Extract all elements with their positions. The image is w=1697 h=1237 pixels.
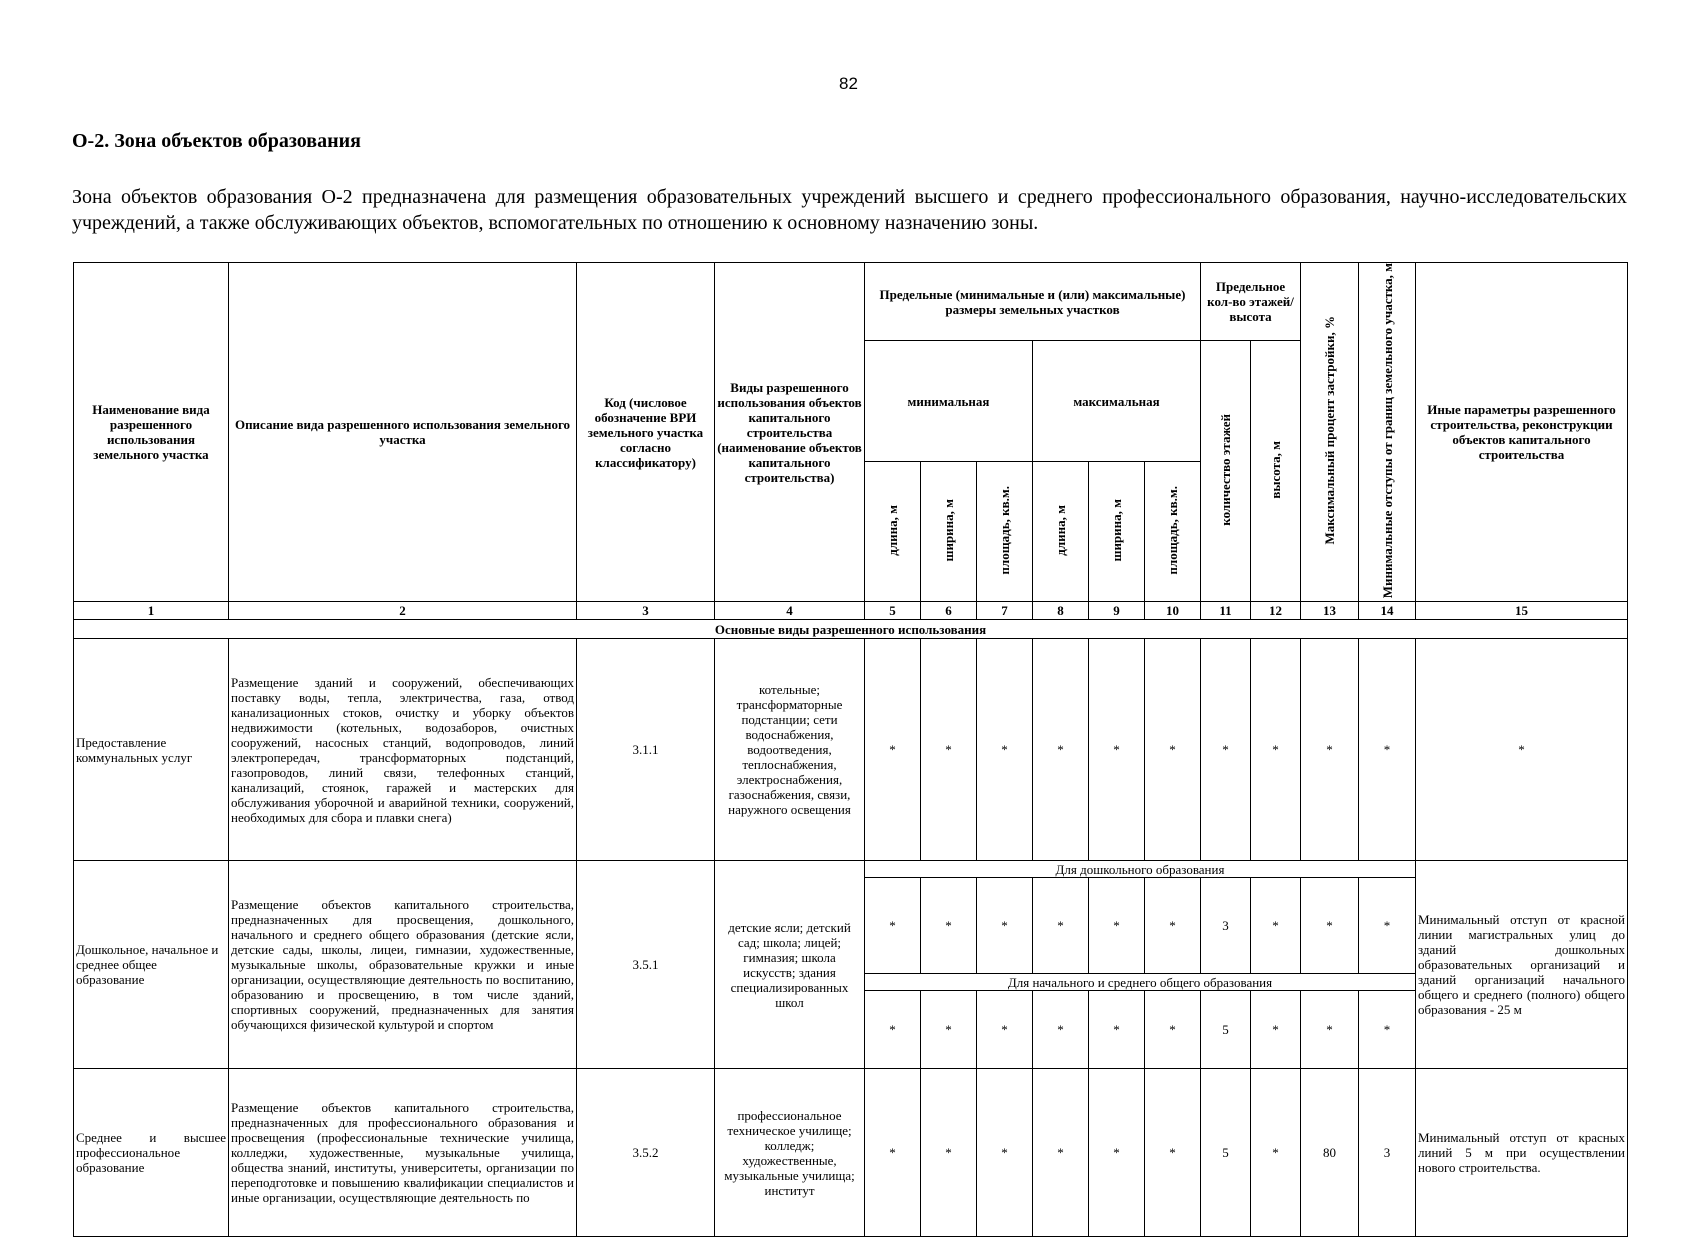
value-cell: *: [1251, 1069, 1301, 1237]
header-code: Код (числовое обозначение ВРИ земельного участка согласно классификатору): [577, 263, 715, 602]
value-cell: 3: [1201, 878, 1251, 974]
section-heading: Основные виды разрешенного использования: [74, 620, 1628, 639]
table-row: [74, 1069, 1628, 1237]
value-cell: *: [921, 878, 977, 974]
col-number: 15: [1416, 602, 1628, 620]
value-cell: *: [1145, 639, 1201, 861]
row-code: 3.5.1: [577, 861, 715, 1069]
value-cell: *: [921, 991, 977, 1069]
value-cell: *: [921, 1069, 977, 1237]
page-title: О-2. Зона объектов образования: [72, 130, 361, 152]
value-cell: *: [1301, 639, 1359, 861]
value-cell: *: [977, 1069, 1033, 1237]
row-description: Размещение зданий и сооружений, обеспечивающих поставку воды, тепла, электричества, газа, отвод канализационных стоков, очистку и уборку объектов недвижимости (котельных, водозаборов, очистных сооружений, насосных станций, водопроводов, линий электропередач, трансформаторных подстанций, газопроводов, линий связи, телефонных станций, канализаций, стоянок, гаражей и мастерских для обслуживания уборочной и аварийной техники, сооружений, необходимых для сбора и плавки снега): [229, 639, 577, 861]
row-name: Предоставление коммунальных услуг: [74, 639, 229, 861]
value-cell: *: [865, 1069, 921, 1237]
value-cell: *: [1301, 991, 1359, 1069]
table-row: [74, 639, 1628, 861]
value-cell: *: [1201, 639, 1251, 861]
header-limits: Предельные (минимальные и (или) максимальные) размеры земельных участков: [865, 263, 1201, 341]
row-description: Размещение объектов капитального строительства, предназначенных для профессионального образования и просвещения (профессиональные технические училища, колледжи, художественные, музыкальные училища, общества знаний, институты, университеты, организации по переподготовке и повышению квалификации специалистов и иные организации, осуществляющие деятельность по: [229, 1069, 577, 1237]
header-floors-group: Предельное кол-во этажей/ высота: [1201, 263, 1301, 341]
value-cell: *: [1251, 878, 1301, 974]
value-cell: *: [1359, 639, 1416, 861]
page-number: 82: [839, 74, 858, 93]
header-height: высота, м: [1251, 341, 1301, 602]
col-number: 12: [1251, 602, 1301, 620]
row-objects: котельные; трансформаторные подстанции; сети водоснабжения, водоотведения, теплоснабжения, электроснабжения, газоснабжения, связи, наружного освещения: [715, 639, 865, 861]
value-cell: 3: [1359, 1069, 1416, 1237]
row-other: Минимальный отступ от красной линии магистральных улиц до зданий дошкольных образовательных организаций и зданий организаций начального общего и среднего (полного) общего образования - 25 м: [1416, 861, 1628, 1069]
col-number: 14: [1359, 602, 1416, 620]
header-max-length: длина, м: [1033, 462, 1089, 602]
header-min-offsets: Минимальные отступы от границ земельного участка, м: [1359, 263, 1416, 602]
value-cell: *: [1359, 878, 1416, 974]
col-number: 11: [1201, 602, 1251, 620]
value-cell: *: [1033, 639, 1089, 861]
col-number: 5: [865, 602, 921, 620]
value-cell: 80: [1301, 1069, 1359, 1237]
col-number: 6: [921, 602, 977, 620]
subgroup-label: Для дошкольного образования: [865, 861, 1416, 878]
value-cell: *: [1089, 878, 1145, 974]
row-other: *: [1416, 639, 1628, 861]
row-description: Размещение объектов капитального строительства, предназначенных для просвещения, дошкольного, начального и среднего общего образования (детские ясли, детские сады, школы, лицеи, гимназии, художественные, музыкальные школы, образовательные кружки и иные организации, осуществляющие деятельность по воспитанию, образованию и просвещению, в том числе зданий, спортивных сооружений, предназначенных для занятия обучающихся физической культурой и спортом: [229, 861, 577, 1069]
row-objects: профессиональное техническое училище; колледж; художественные, музыкальные училища; институт: [715, 1069, 865, 1237]
regulations-table: [73, 262, 1628, 1237]
header-description: Описание вида разрешенного использования земельного участка: [229, 263, 577, 602]
value-cell: *: [1251, 991, 1301, 1069]
row-objects: детские ясли; детский сад; школа; лицей; гимназия; школа искусств; здания специализированных школ: [715, 861, 865, 1069]
header-minimal: минимальная: [865, 341, 1033, 462]
header-other: Иные параметры разрешенного строительства, реконструкции объектов капитального строительства: [1416, 263, 1628, 602]
value-cell: *: [1145, 878, 1201, 974]
header-min-area: площадь, кв.м.: [977, 462, 1033, 602]
zone-description: Зона объектов образования О-2 предназначена для размещения образовательных учреждений высшего и среднего профессионального образования, научно-исследовательских учреждений, а также обслуживающих объектов, вспомогательных по отношению к основному назначению зоны.: [72, 186, 1627, 234]
value-cell: *: [865, 639, 921, 861]
col-number: 8: [1033, 602, 1089, 620]
value-cell: *: [1089, 1069, 1145, 1237]
value-cell: *: [1033, 1069, 1089, 1237]
row-code: 3.1.1: [577, 639, 715, 861]
value-cell: *: [1251, 639, 1301, 861]
header-floors: количество этажей: [1201, 341, 1251, 602]
col-number: 3: [577, 602, 715, 620]
col-number: 2: [229, 602, 577, 620]
row-code: 3.5.2: [577, 1069, 715, 1237]
value-cell: *: [921, 639, 977, 861]
row-other: Минимальный отступ от красных линий 5 м при осуществлении нового строительства.: [1416, 1069, 1628, 1237]
col-number: 9: [1089, 602, 1145, 620]
value-cell: *: [977, 639, 1033, 861]
header-max-area: площадь, кв.м.: [1145, 462, 1201, 602]
col-number: 1: [74, 602, 229, 620]
value-cell: *: [1145, 1069, 1201, 1237]
value-cell: *: [1033, 991, 1089, 1069]
value-cell: *: [1089, 639, 1145, 861]
table-row: [74, 861, 1628, 878]
col-number: 7: [977, 602, 1033, 620]
header-max-percent: Максимальный процент застройки, %: [1301, 263, 1359, 602]
value-cell: *: [865, 878, 921, 974]
value-cell: 5: [1201, 991, 1251, 1069]
col-number: 10: [1145, 602, 1201, 620]
value-cell: *: [1033, 878, 1089, 974]
subgroup-label: Для начального и среднего общего образования: [865, 974, 1416, 991]
value-cell: *: [1145, 991, 1201, 1069]
header-name: Наименование вида разрешенного использования земельного участка: [74, 263, 229, 602]
header-objects: Виды разрешенного использования объектов капитального строительства (наименование объектов капитального строительства): [715, 263, 865, 602]
row-name: Дошкольное, начальное и среднее общее образование: [74, 861, 229, 1069]
header-min-width: ширина, м: [921, 462, 977, 602]
value-cell: 5: [1201, 1069, 1251, 1237]
header-max-width: ширина, м: [1089, 462, 1145, 602]
value-cell: *: [977, 991, 1033, 1069]
header-maximal: максимальная: [1033, 341, 1201, 462]
value-cell: *: [977, 878, 1033, 974]
col-number: 4: [715, 602, 865, 620]
header-min-length: длина, м: [865, 462, 921, 602]
row-name: Среднее и высшее профессиональное образование: [74, 1069, 229, 1237]
value-cell: *: [1359, 991, 1416, 1069]
value-cell: *: [1089, 991, 1145, 1069]
col-number: 13: [1301, 602, 1359, 620]
value-cell: *: [865, 991, 921, 1069]
value-cell: *: [1301, 878, 1359, 974]
